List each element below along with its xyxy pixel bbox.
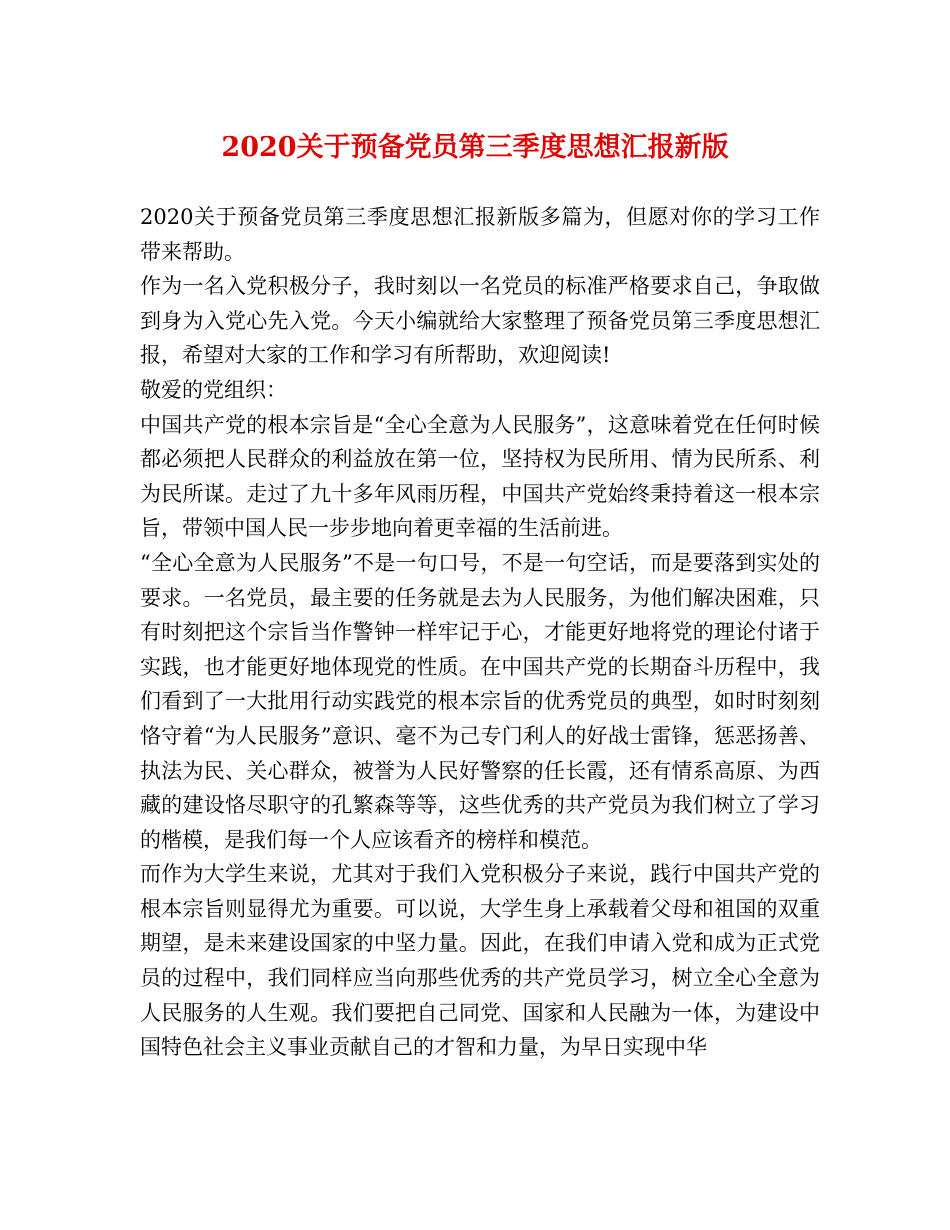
paragraph-intro: 2020关于预备党员第三季度思想汇报新版多篇为，但愿对你的学习工作带来帮助。 [140, 205, 820, 264]
paragraph-students: 而作为大学生来说，尤其对于我们入党积极分子来说，践行中国共产党的根本宗旨则显得尤为重要。可以说，大学生身上承载着父母和祖国的双重期望，是未来建设国家的中坚力量。因此，在我们申请入党和成为正式党员的过程中，我们同样应当向那些优秀的共产党员学习，树立全心全意为人民服务的人生观。我们要把自己同党、国家和人民融为一体，为建设中国特色社会主义事业贡献自己的才智和力量，为早日实现中华 [140, 862, 820, 1060]
paragraph-purpose: 中国共产党的根本宗旨是“全心全意为人民服务”，这意味着党在任何时候都必须把人民群众的利益放在第一位，坚持权为民所用、情为民所系、利为民所谋。走过了九十多年风雨历程，中国共产党始终秉持着这一根本宗旨，带领中国人民一步步地向着更幸福的生活前进。 [140, 412, 820, 541]
paragraph-examples: “全心全意为人民服务”不是一句口号，不是一句空话，而是要落到实处的要求。一名党员，最主要的任务就是去为人民服务，为他们解决困难，只有时刻把这个宗旨当作警钟一样牢记于心，才能更好地将党的理论付诸于实践，也才能更好地体现党的性质。在中国共产党的长期奋斗历程中，我们看到了一大批用行动实践党的根本宗旨的优秀党员的典型，如时时刻刻恪守着“为人民服务”意识、毫不为己专门利人的好战士雷锋，惩恶扬善、执法为民、关心群众，被誉为人民好警察的任长霞，还有情系高原、为西藏的建设恪尽职守的孔繁森等等，这些优秀的共产党员为我们树立了学习的楷模，是我们每一个人应该看齐的榜样和模范。 [140, 550, 820, 852]
paragraph-salutation: 敬爱的党组织： [140, 377, 287, 402]
document-body [140, 200, 820, 1065]
document-title: 2020关于预备党员第三季度思想汇报新版 [221, 132, 729, 163]
paragraph-preface: 作为一名入党积极分子，我时刻以一名党员的标准严格要求自己，争取做到身为入党心先入党。今天小编就给大家整理了预备党员第三季度思想汇报，希望对大家的工作和学习有所帮助，欢迎阅读! [140, 274, 820, 368]
